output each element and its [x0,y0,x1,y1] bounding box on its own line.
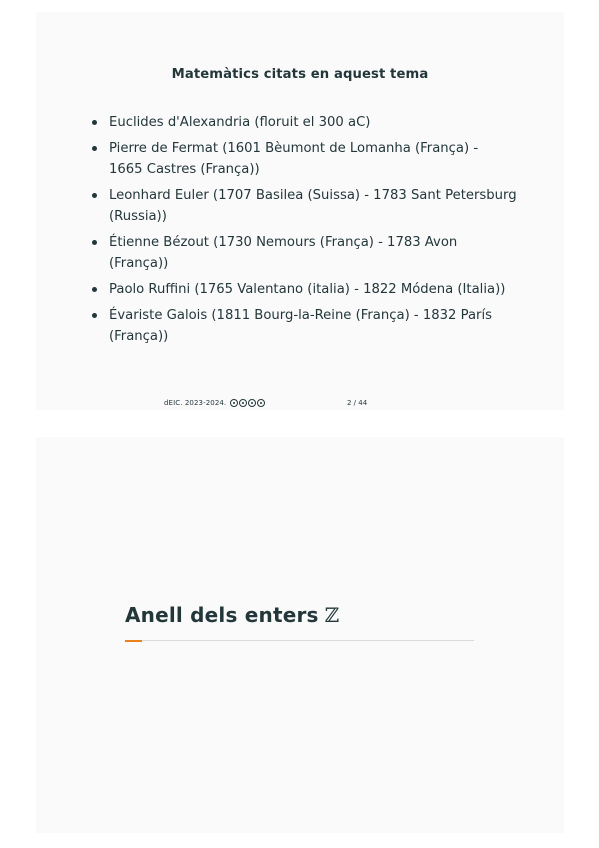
integers-symbol: ℤ [324,603,340,627]
by-icon [239,399,247,407]
bullet-icon [92,240,97,245]
progress-fill [125,640,142,642]
slide-mathematicians [36,12,564,410]
list-item [92,279,532,300]
cc-icon [230,399,238,407]
page-number: 2 / 44 [347,399,368,407]
bullet-icon [92,120,97,125]
list-item [92,232,532,274]
list-item [92,185,532,227]
item-line-continued: (França)) [109,256,169,271]
bullet-icon [92,146,97,151]
item-line: Évariste Galois (1811 Bourg-la-Reine (França) - 1832 París [109,308,493,323]
bullet-icon [92,313,97,318]
item-line-continued: 1665 Castres (França)) [109,162,260,177]
bullet-icon [92,287,97,292]
item-line: Euclides d'Alexandria (floruit el 300 aC) [109,115,371,130]
item-line: Étienne Bézout (1730 Nemours (França) - 1783 Avon [109,235,458,250]
mathematicians-list [92,112,532,352]
section-title-text: Anell dels enters [125,603,319,627]
section-progress-bar [125,640,474,641]
section-title [125,603,339,627]
list-item [92,138,532,180]
item-line-continued: (França)) [109,329,169,344]
footer-credit [164,399,266,407]
item-line: Leonhard Euler (1707 Basilea (Suissa) - 1783 Sant Petersburg [109,188,517,203]
footer-credit-text: dEIC. 2023-2024. [164,399,227,407]
frame-title: Matemàtics citats en aquest tema [171,67,429,82]
license-badge [230,399,266,407]
slide-section [36,437,564,833]
bullet-icon [92,193,97,198]
item-line: Paolo Ruffini (1765 Valentano (italia) - 1822 Módena (Italia)) [109,282,506,297]
list-item [92,112,532,133]
list-item [92,305,532,347]
item-line-continued: (Russia)) [109,209,167,224]
nc-icon [248,399,256,407]
item-line: Pierre de Fermat (1601 Bèumont de Lomanha (França) - [109,141,479,156]
sa-icon [257,399,265,407]
